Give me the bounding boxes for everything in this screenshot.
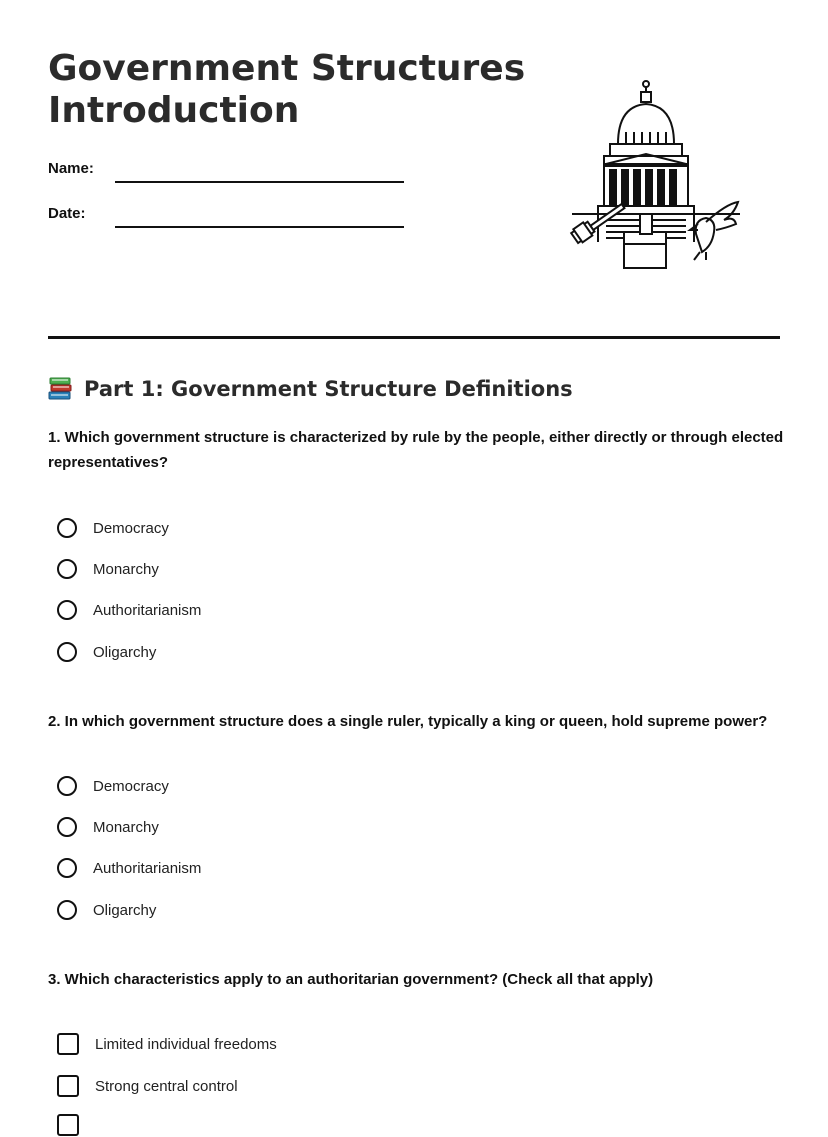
worksheet-title: Government Structures Introduction: [48, 48, 526, 131]
radio-button[interactable]: [57, 642, 77, 662]
question-2-text: 2. In which government structure does a single ruler, typically a king or queen, hold supreme power?: [48, 713, 768, 730]
q1-option-monarchy[interactable]: [57, 557, 159, 581]
q2-option-monarchy[interactable]: [57, 815, 159, 839]
name-line[interactable]: [115, 181, 404, 183]
radio-button[interactable]: [57, 817, 77, 837]
date-line[interactable]: [115, 226, 404, 228]
option-label: Monarchy: [93, 818, 159, 836]
q1-option-democracy[interactable]: [57, 516, 169, 540]
q2-option-democracy[interactable]: [57, 774, 169, 798]
checkbox[interactable]: [57, 1114, 79, 1136]
radio-button[interactable]: [57, 559, 77, 579]
radio-button[interactable]: [57, 518, 77, 538]
name-label: Name:: [48, 160, 94, 177]
books-icon: [48, 375, 74, 403]
option-label: Democracy: [93, 777, 169, 795]
question-1-text: 1. Which government structure is characterized by rule by the people, either directly or through elected representatives?: [48, 429, 784, 471]
q3-option-partial[interactable]: [57, 1113, 79, 1137]
radio-button[interactable]: [57, 858, 77, 878]
capitol-illustration: [566, 74, 746, 274]
option-label: Authoritarianism: [93, 859, 202, 877]
option-label: Democracy: [93, 519, 169, 537]
name-field[interactable]: [48, 160, 408, 184]
checkbox[interactable]: [57, 1033, 79, 1055]
q1-option-oligarchy[interactable]: [57, 640, 156, 664]
option-label: Monarchy: [93, 560, 159, 578]
option-label: Oligarchy: [93, 901, 157, 919]
option-label: Limited individual freedoms: [95, 1035, 277, 1053]
checkbox[interactable]: [57, 1075, 79, 1097]
option-label: Authoritarianism: [93, 601, 202, 619]
question-3-text: 3. Which characteristics apply to an authoritarian government? (Check all that apply): [48, 971, 654, 988]
q3-option-central-control[interactable]: [57, 1074, 238, 1098]
section-divider: [48, 336, 780, 339]
radio-button[interactable]: [57, 900, 77, 920]
part1-heading: [48, 372, 573, 406]
date-field[interactable]: [48, 205, 408, 229]
part1-heading-text: Part 1: Government Structure Definitions: [84, 377, 573, 401]
radio-button[interactable]: [57, 776, 77, 796]
q2-option-authoritarianism[interactable]: [57, 856, 201, 880]
radio-button[interactable]: [57, 600, 77, 620]
option-label: Oligarchy: [93, 643, 157, 661]
option-label: Strong central control: [95, 1077, 238, 1095]
q1-option-authoritarianism[interactable]: [57, 598, 201, 622]
q2-option-oligarchy[interactable]: [57, 898, 156, 922]
date-label: Date:: [48, 205, 86, 222]
q3-option-limited-freedoms[interactable]: [57, 1032, 277, 1056]
